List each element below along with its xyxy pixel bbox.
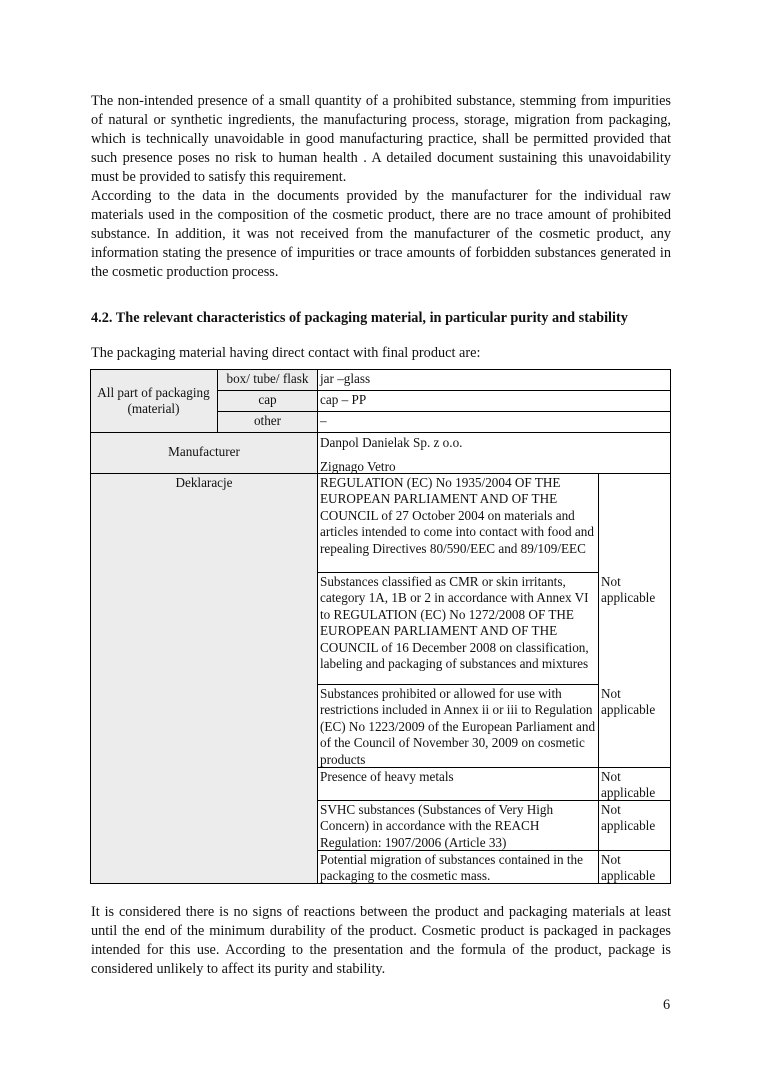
declaration-2-status: Not applicable — [601, 574, 656, 606]
declarations-label: Deklaracje — [175, 475, 233, 490]
manufacturer-label — [90, 432, 318, 473]
declaration-3-text: Substances prohibited or allowed for use with restrictions included in Annex ii or iii to Regulation (EC) No 1223/2009 of the European Parliament and of the Council of November 30, 2009 on cosmetic products — [320, 686, 596, 767]
packaging-label — [90, 369, 217, 432]
border-decl-1 — [318, 572, 599, 573]
manufacturer-label-text: Manufacturer — [168, 444, 240, 460]
border-col-value — [317, 369, 318, 884]
declaration-6-status: Not applicable — [601, 852, 656, 884]
declaration-5-text: SVHC substances (Substances of Very High Concern) in accordance with the REACH Regulation: 1907/2006 (Article 33) — [320, 802, 554, 850]
border-right — [670, 369, 671, 884]
manufacturer-1: Danpol Danielak Sp. z o.o. — [320, 435, 463, 450]
border-row2 — [217, 411, 671, 412]
border-decl-2 — [318, 684, 599, 685]
declaration-1-status — [599, 474, 671, 572]
border-row3 — [90, 432, 671, 433]
manufacturer-list — [318, 433, 671, 473]
part-other: other — [253, 413, 282, 428]
declaration-1-text: REGULATION (EC) No 1935/2004 OF THE EUROPEAN PARLIAMENT AND OF THE COUNCIL of 27 October 2004 on materials and articles intended to come into contact with food and repealing Directives 80/590/EEC and 89/109/EEC — [320, 475, 594, 556]
packaging-table — [90, 369, 671, 884]
declaration-4-status: Not applicable — [601, 769, 656, 800]
material-cap: cap – PP — [320, 392, 367, 407]
paragraph-packaging-reactions: It is considered there is no signs of reactions between the product and packaging materials at least until the end of the minimum durability of the product. Cosmetic product is packaged in packages intended for this use. According to the presentation and the formula of the product, package is considered unlikely to affect its purity and stability. — [91, 904, 671, 977]
border-top — [90, 369, 671, 370]
border-left — [90, 369, 91, 884]
paragraph-impurities: The non-intended presence of a small quantity of a prohibited substance, stemming from impurities of natural or synthetic ingredients, the manufacturing process, storage, migration from packaging, which is technically unavoidable in good manufacturing practice, shall be permitted provided that such presence poses no risk to human health . A detailed document sustaining this unavoidability must be provided to satisfy this requirement. — [91, 93, 671, 185]
page-number: 6 — [663, 997, 671, 1013]
declarations-label-bg — [90, 473, 318, 884]
packaging-label-text: All part of packaging (material) — [97, 384, 210, 416]
border-row4 — [90, 473, 671, 474]
border-decl-3 — [318, 767, 671, 768]
border-col-part — [217, 369, 218, 432]
declaration-6-text: Potential migration of substances contained in the packaging to the cosmetic mass. — [320, 852, 583, 884]
material-other: – — [320, 413, 327, 428]
declaration-4-text: Presence of heavy metals — [320, 769, 454, 784]
declaration-2-text: Substances classified as CMR or skin irritants, category 1A, 1B or 2 in accordance with Annex VI to REGULATION (EC) No 1272/2008 OF THE EUROPEAN PARLIAMENT AND OF THE COUNCIL of 16 December 2008 on classification, labeling and packaging of substances and mixtures — [320, 574, 589, 672]
border-bottom — [90, 883, 671, 884]
border-row1 — [217, 390, 671, 391]
section-heading: 4.2. The relevant characteristics of packaging material, in particular purity and stability — [91, 310, 628, 326]
border-decl-4 — [318, 800, 671, 801]
declaration-3-status: Not applicable — [601, 686, 656, 718]
border-decl-5 — [318, 850, 671, 851]
part-cap: cap — [258, 392, 277, 407]
section-intro: The packaging material having direct contact with final product are: — [91, 345, 481, 361]
material-box: jar –glass — [320, 371, 371, 386]
border-col-status — [598, 473, 599, 884]
paragraph-manufacturer-data: According to the data in the documents provided by the manufacturer for the individual raw materials used in the composition of the cosmetic product, there are no trace amount of prohibited substance. In addition, it was not received from the manufacturer of the cosmetic product, any information stating the presence of impurities or trace amounts of forbidden substances generated in the cosmetic production process. — [91, 188, 671, 280]
manufacturer-2: Zignago Vetro — [320, 459, 396, 473]
part-box-tube-flask: box/ tube/ flask — [226, 371, 309, 386]
declaration-5-status: Not applicable — [601, 802, 656, 834]
